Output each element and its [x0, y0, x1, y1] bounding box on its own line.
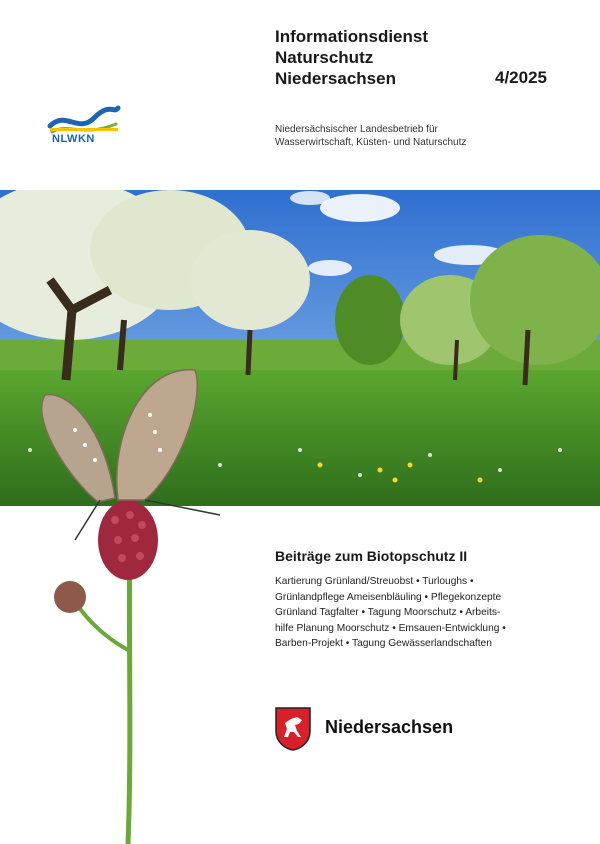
agency-line-2: Wasserwirtschaft, Küsten- und Naturschutz [275, 137, 467, 148]
topics-line-4: hilfe Planung Moorschutz • Emsauen-Entwicklung • [275, 622, 506, 634]
agency-name [275, 123, 466, 149]
title-line-2: Naturschutz [275, 48, 374, 67]
topics-line-5: Barben-Projekt • Tagung Gewässerlandschaften [275, 638, 492, 649]
butterfly-on-flower-icon [0, 360, 240, 844]
logo-text: NLWKN [52, 133, 95, 145]
state-name: Niedersachsen [325, 717, 454, 737]
niedersachsen-crest-icon [275, 707, 311, 751]
title-line-1: Informationsdienst [275, 27, 429, 46]
publication-title [275, 26, 428, 89]
topics-line-1: Kartierung Grünland/Streuobst • Turloughs • [275, 576, 474, 587]
topics-list [275, 574, 575, 652]
issue-number: 4/2025 [495, 68, 547, 87]
agency-line-1: Niedersächsischer Landesbetrieb für [275, 124, 438, 135]
title-line-3: Niedersachsen [275, 69, 396, 88]
topics-line-2: Grünlandpflege Ameisenbläuling • Pflegekonzepte [275, 591, 502, 603]
cover-subtitle: Beiträge zum Biotopschutz II [275, 548, 468, 564]
topics-line-3: Grünland Tagfalter • Tagung Moorschutz • Arbeits- [275, 607, 501, 618]
